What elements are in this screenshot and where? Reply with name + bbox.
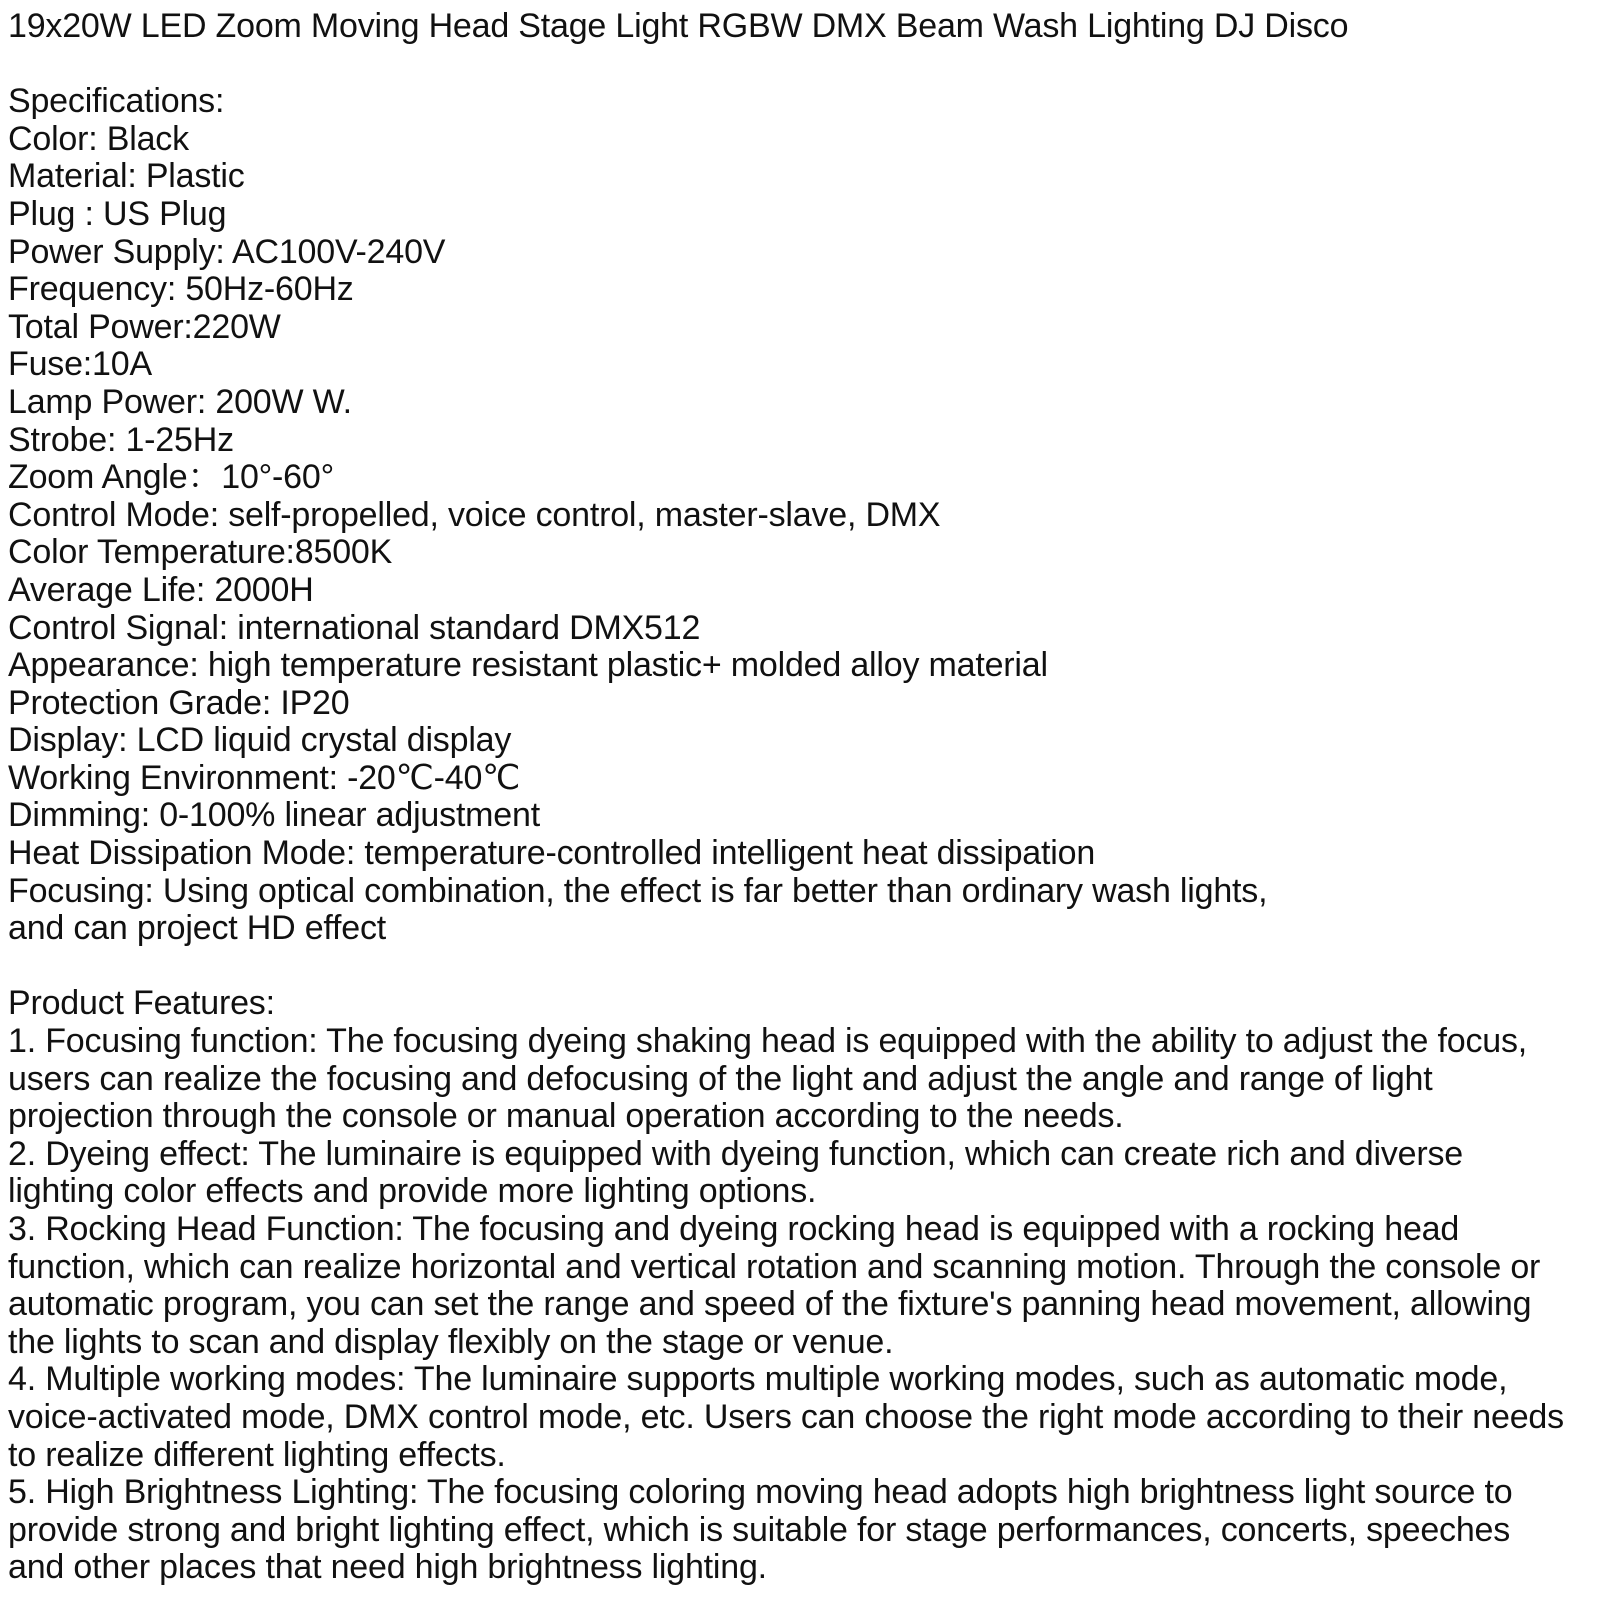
spec-lamp-power: Lamp Power: 200W W.	[8, 382, 352, 421]
feature-line: and other places that need high brightness lighting.	[8, 1548, 767, 1587]
product-title: 19x20W LED Zoom Moving Head Stage Light RGBW DMX Beam Wash Lighting DJ Disco	[8, 7, 1349, 45]
product-description-document	[8, 8, 1598, 1587]
spec-control-mode: Control Mode: self-propelled, voice control, master-slave, DMX	[8, 495, 941, 534]
feature-line: the lights to scan and display flexibly on the stage or venue.	[8, 1322, 894, 1361]
feature-line: lighting color effects and provide more lighting options.	[8, 1172, 817, 1211]
spec-plug: Plug : US Plug	[8, 194, 227, 233]
spec-total-power: Total Power:220W	[8, 307, 281, 346]
feature-line: provide strong and bright lighting effect, which is suitable for stage performances, concerts, speeches	[8, 1510, 1511, 1549]
spec-power-supply: Power Supply: AC100V-240V	[8, 232, 446, 271]
spec-color: Color: Black	[8, 119, 189, 158]
feature-line: 4. Multiple working modes: The luminaire supports multiple working modes, such as automatic mode,	[8, 1360, 1508, 1399]
feature-line: voice-activated mode, DMX control mode, etc. Users can choose the right mode according to their needs	[8, 1397, 1564, 1436]
spec-dimming: Dimming: 0-100% linear adjustment	[8, 796, 540, 835]
spec-average-life: Average Life: 2000H	[8, 570, 314, 609]
feature-line: function, which can realize horizontal and vertical rotation and scanning motion. Through the console or	[8, 1247, 1541, 1286]
spec-control-signal: Control Signal: international standard DMX512	[8, 608, 701, 647]
specifications-heading: Specifications:	[8, 82, 225, 121]
spec-zoom-angle: Zoom Angle：10°-60°	[8, 458, 334, 497]
spec-fuse: Fuse:10A	[8, 345, 152, 384]
spec-focusing-continued: and can project HD effect	[8, 909, 387, 948]
feature-line: users can realize the focusing and defocusing of the light and adjust the angle and range of light	[8, 1059, 1433, 1098]
spec-appearance: Appearance: high temperature resistant plastic+ molded alloy material	[8, 646, 1048, 685]
feature-line: to realize different lighting effects.	[8, 1435, 506, 1474]
feature-line: 2. Dyeing effect: The luminaire is equipped with dyeing function, which can create rich and diverse	[8, 1134, 1464, 1173]
feature-line: automatic program, you can set the range and speed of the fixture's panning head movement, allowing	[8, 1285, 1532, 1324]
spec-focusing: Focusing: Using optical combination, the effect is far better than ordinary wash lights,	[8, 871, 1268, 910]
spec-display: Display: LCD liquid crystal display	[8, 721, 512, 760]
features-heading: Product Features:	[8, 984, 275, 1023]
spec-protection-grade: Protection Grade: IP20	[8, 683, 350, 722]
spec-material: Material: Plastic	[8, 157, 245, 196]
spec-color-temperature: Color Temperature:8500K	[8, 533, 393, 572]
spec-strobe: Strobe: 1-25Hz	[8, 420, 234, 459]
spec-heat-dissipation: Heat Dissipation Mode: temperature-controlled intelligent heat dissipation	[8, 834, 1096, 873]
spacer	[8, 46, 1598, 84]
feature-line: 3. Rocking Head Function: The focusing and dyeing rocking head is equipped with a rocking head	[8, 1210, 1460, 1248]
feature-line: projection through the console or manual operation according to the needs.	[8, 1097, 1124, 1136]
spacer	[8, 948, 1598, 986]
spec-working-environment: Working Environment: -20℃-40℃	[8, 758, 521, 797]
feature-line: 5. High Brightness Lighting: The focusing coloring moving head adopts high brightness light source to	[8, 1473, 1513, 1512]
feature-line: 1. Focusing function: The focusing dyeing shaking head is equipped with the ability to adjust the focus,	[8, 1022, 1527, 1061]
spec-frequency: Frequency: 50Hz-60Hz	[8, 270, 354, 309]
